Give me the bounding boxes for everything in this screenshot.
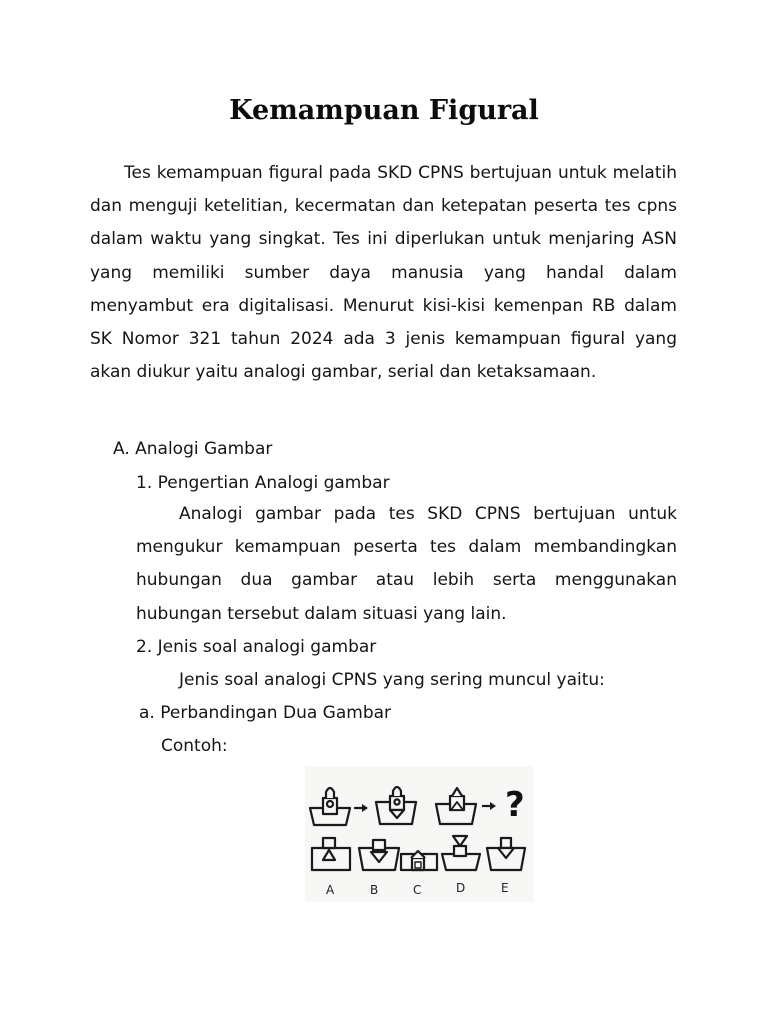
option-label-d: D	[456, 881, 466, 895]
option-figure-a	[312, 838, 350, 870]
question-figure-1	[310, 788, 350, 825]
type-a-label: a. Perbandingan Dua Gambar	[139, 703, 392, 723]
option-label-b: B	[370, 883, 379, 897]
question-types-intro: Jenis soal analogi CPNS yang sering muncul yaitu:	[179, 670, 605, 690]
section-a-heading: A. Analogi Gambar	[113, 439, 273, 459]
analogy-example-figure	[305, 766, 534, 902]
option-label-e: E	[501, 881, 509, 895]
arrow-icon	[482, 802, 496, 810]
subsection-1-heading: 1. Pengertian Analogi gambar	[136, 473, 390, 493]
question-mark: ?	[505, 785, 525, 825]
option-label-c: C	[413, 883, 422, 897]
option-label-a: A	[326, 883, 335, 897]
example-label: Contoh:	[161, 736, 228, 756]
definition-paragraph: Analogi gambar pada tes SKD CPNS bertujuan untuk mengukur kemampuan peserta tes dalam membandingkan hubungan dua gambar atau lebih serta menggunakan hubungan tersebut dalam situasi yang lain.	[136, 504, 677, 624]
question-figure-3	[436, 788, 476, 824]
question-figure-2	[376, 787, 416, 824]
page-title: Kemampuan Figural	[229, 95, 539, 126]
intro-paragraph: Tes kemampuan figural pada SKD CPNS bertujuan untuk melatih dan menguji ketelitian, kecermatan dan ketepatan peserta tes cpns dalam waktu yang singkat. Tes ini diperlukan untuk menjaring ASN yang memiliki sumber daya manusia yang handal dalam menyambut era digitalisasi. Menurut kisi-kisi kemenpan RB dalam SK Nomor 321 tahun 2024 ada 3 jenis kemampuan figural yang akan diukur yaitu analogi gambar, serial dan ketaksamaan.	[90, 163, 677, 383]
option-figure-d	[442, 836, 480, 870]
option-figure-e	[487, 838, 525, 870]
option-figure-c	[401, 851, 437, 870]
arrow-icon	[354, 804, 368, 812]
subsection-2-heading: 2. Jenis soal analogi gambar	[136, 637, 377, 657]
option-figure-b	[359, 840, 399, 870]
